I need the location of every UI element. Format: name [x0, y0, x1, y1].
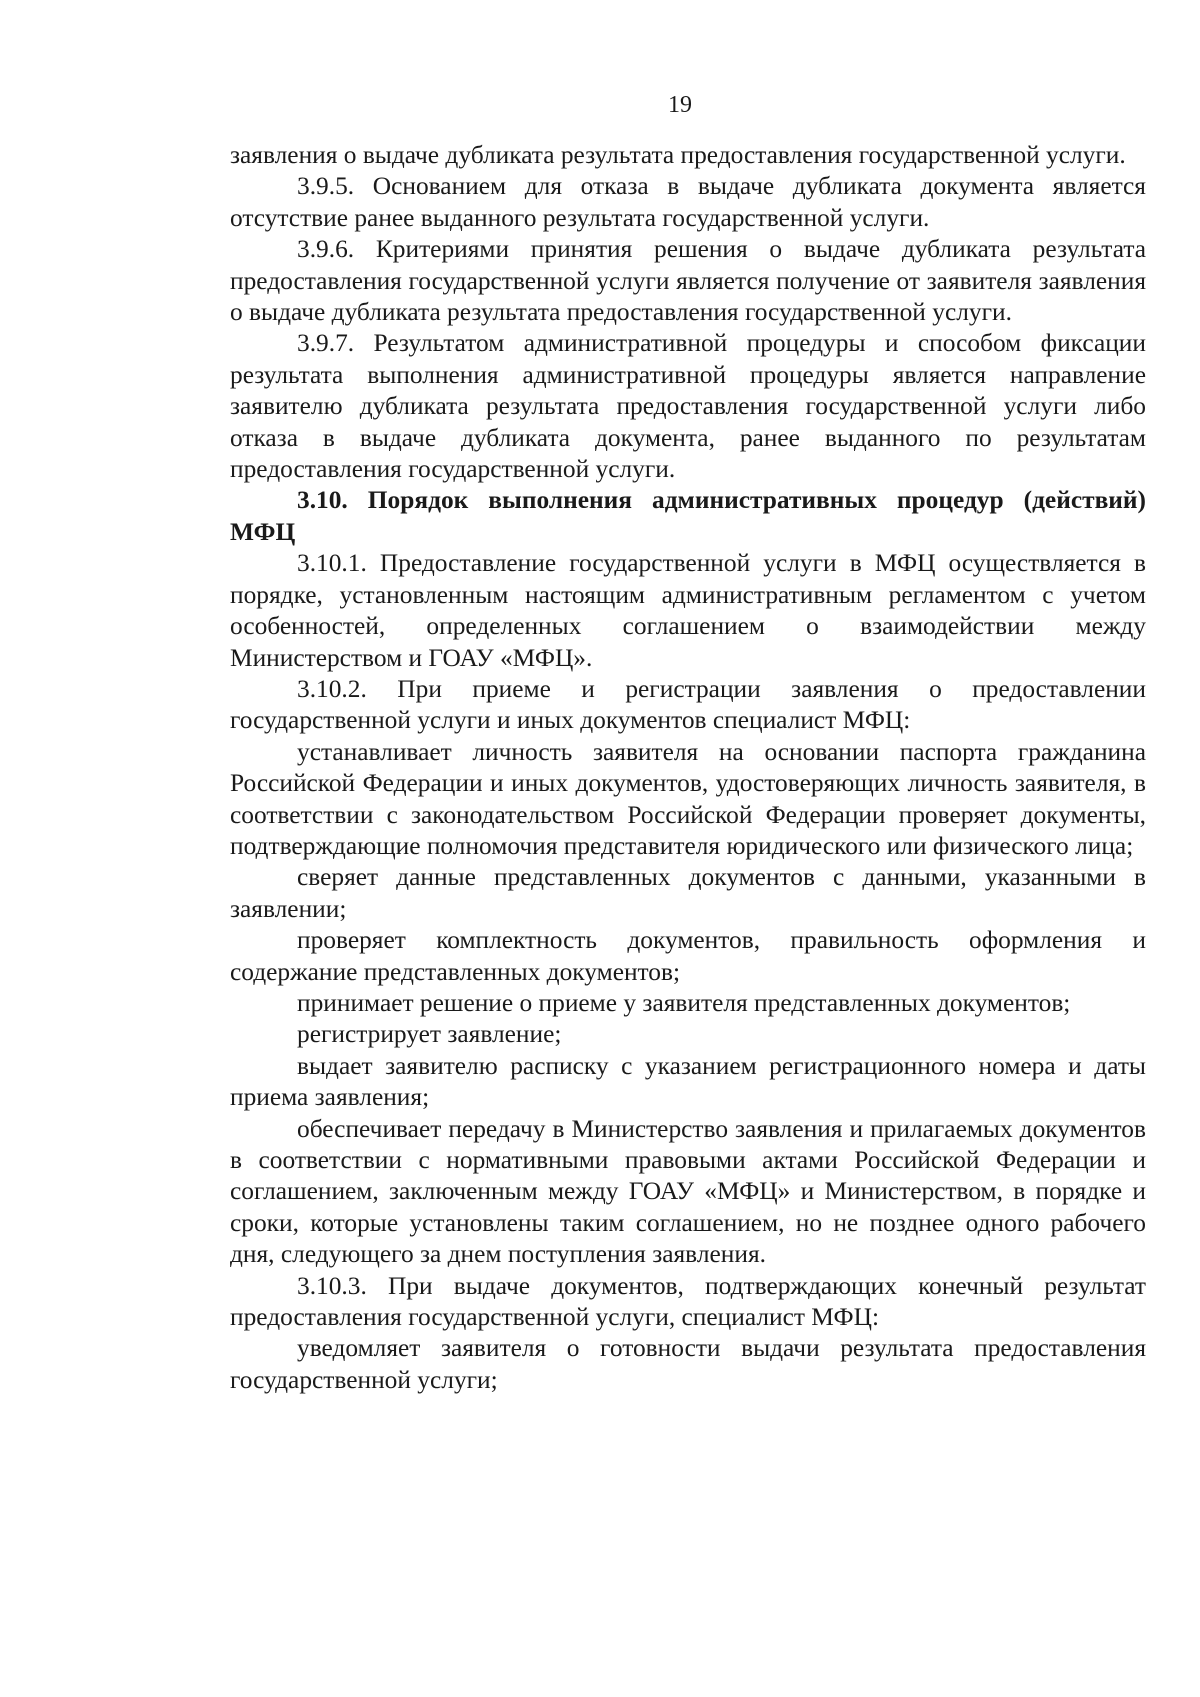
list-item-completeness: проверяет комплектность документов, правильность оформления и содержание представленных документов;: [230, 926, 1146, 986]
paragraph-3-9-6: 3.9.6. Критериями принятия решения о выдаче дубликата результата предоставления государственной услуги является получение от заявителя заявления о выдаче дубликата результата предоставления государственной услуги.: [230, 235, 1146, 327]
list-item-verify-data: сверяет данные представленных документов с данными, указанными в заявлении;: [230, 863, 1146, 923]
list-item-identity: устанавливает личность заявителя на основании паспорта гражданина Российской Федерации и иных документов, удостоверяющих личность заявителя, в соответствии с законодательством Российской Федерации проверяет документы, подтверждающие полномочия представителя юридического или физического лица;: [230, 737, 1146, 860]
list-item-decision: принимает решение о приеме у заявителя представленных документов;: [297, 988, 1071, 1017]
list-item-transfer: обеспечивает передачу в Министерство заявления и прилагаемых документов в соответствии с нормативными правовыми актами Российской Федерации и соглашением, заключенным между ГОАУ «МФЦ» и Министерством, в порядке и сроки, которые установлены таким соглашением, но не позднее одного рабочего дня, следующего за днем поступления заявления.: [230, 1114, 1146, 1269]
paragraph-3-10-2: 3.10.2. При приеме и регистрации заявления о предоставлении государственной услуги и иных документов специалист МФЦ:: [230, 674, 1146, 735]
list-item-register: регистрирует заявление;: [297, 1020, 562, 1049]
document-body: [230, 140, 1146, 1396]
list-item-receipt: выдает заявителю расписку с указанием регистрационного номера и даты приема заявления;: [230, 1051, 1146, 1112]
paragraph-3-9-5: 3.9.5. Основанием для отказа в выдаче дубликата документа является отсутствие ранее выданного результата государственной услуги.: [230, 172, 1146, 232]
section-heading-3-10: 3.10. Порядок выполнения административных процедур (действий) МФЦ: [230, 486, 1146, 546]
paragraph-3-10-3: 3.10.3. При выдаче документов, подтверждающих конечный результат предоставления государственной услуги, специалист МФЦ:: [230, 1271, 1146, 1332]
list-item-notify: уведомляет заявителя о готовности выдачи результата предоставления государственной услуги;: [230, 1334, 1146, 1394]
paragraph-3-10-1: 3.10.1. Предоставление государственной услуги в МФЦ осуществляется в порядке, установленным настоящим административным регламентом с учетом особенностей, определенных соглашением о взаимодействии между Министерством и ГОАУ «МФЦ».: [230, 549, 1146, 672]
page-number: 19: [668, 92, 692, 118]
paragraph-continuation: заявления о выдаче дубликата результата предоставления государственной услуги.: [230, 141, 1126, 169]
paragraph-3-9-7: 3.9.7. Результатом административной процедуры и способом фиксации результата выполнения административной процедуры является направление заявителю дубликата результата предоставления государственной услуги либо отказа в выдаче дубликата документа, ранее выданного по результатам предоставления государственной услуги.: [230, 329, 1146, 484]
